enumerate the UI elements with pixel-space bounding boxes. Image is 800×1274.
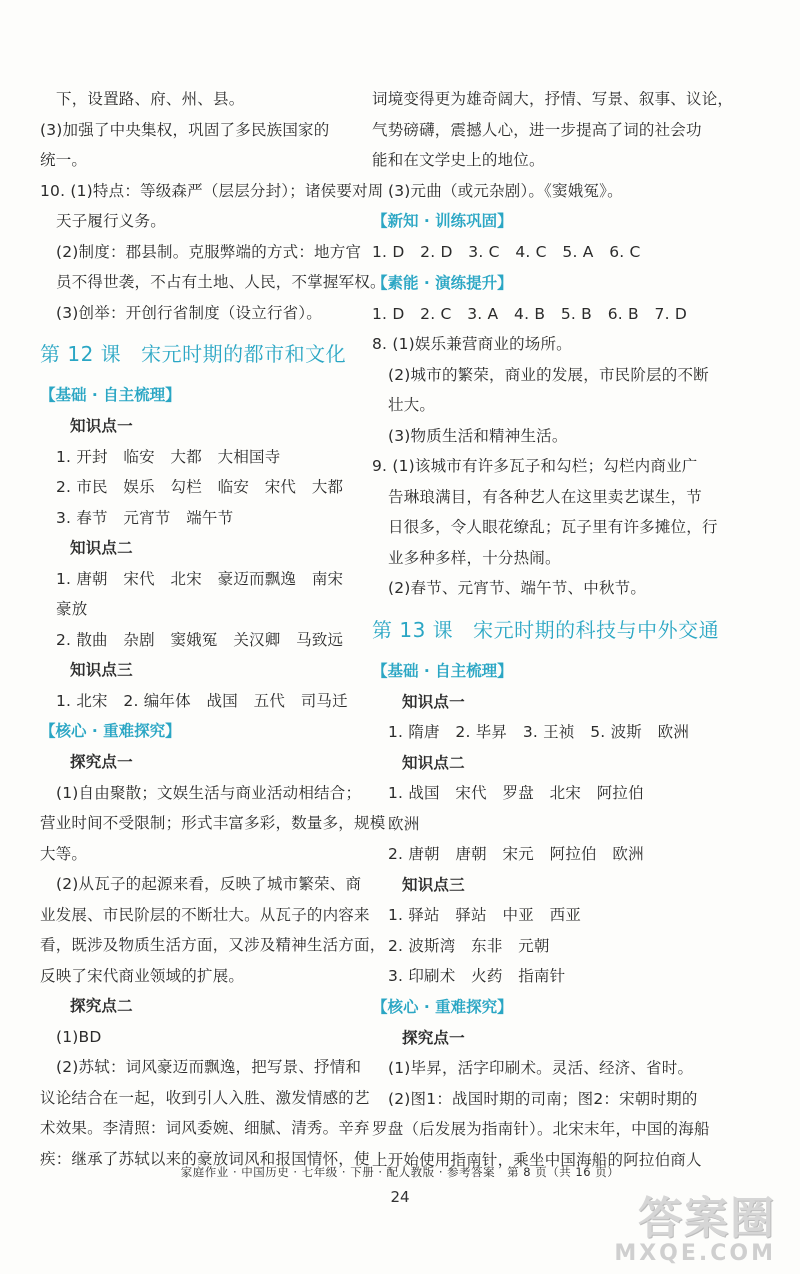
answer-line: 2. 市民 娱乐 勾栏 临安 宋代 大都 [56, 478, 344, 496]
answer-line: (2)图1：战国时期的司南；图2：宋朝时期的 [388, 1089, 698, 1108]
answer-line: 疾：继承了苏轼以来的豪放词风和报国情怀，使 [40, 1149, 370, 1168]
answer-line: 3. 春节 元宵节 端午节 [56, 508, 234, 527]
answer-line: 看，既涉及物质生活方面，又涉及精神生活方面， [40, 936, 386, 954]
lesson-number: 第 12 课 [40, 342, 122, 366]
answer-line: 天子履行义务。 [56, 212, 166, 230]
answer-line: (2)制度：郡县制。克服弊端的方式：地方官 [56, 242, 362, 261]
answer-line: 1. 隋唐 2. 毕昇 3. 王祯 5. 波斯 欧洲 [388, 723, 690, 741]
answer-line: 气势磅礴，震撼人心，进一步提高了词的社会功 [372, 120, 702, 139]
answer-line: 1. 开封 临安 大都 大相国寺 [56, 447, 281, 466]
answer-line: 2. 唐朝 唐朝 宋元 阿拉伯 欧洲 [388, 845, 644, 863]
knowledge-point-heading: 知识点二 [402, 753, 465, 772]
section-tag: 【基础 · 自主梳理】 [40, 386, 181, 404]
answer-line: 欧洲 [388, 814, 420, 833]
lesson-number: 第 13 课 [372, 617, 454, 642]
page-footer: 家庭作业 · 中国历史 · 七年级 · 下册 · 配人教版 · 参考答案 第 8 页（共 16 页） [180, 1165, 620, 1179]
answer-line: 员不得世袭，不占有土地、人民，不掌握军权。 [56, 273, 386, 291]
lesson-title: 宋元时期的科技与中外交通 [473, 617, 720, 642]
answer-line: (3)物质生活和精神生活。 [388, 426, 568, 445]
section-tag: 【核心 · 重难探究】 [372, 997, 513, 1016]
answer-line: 10. (1)特点：等级森严（层层分封）；诸侯要对周 [40, 181, 384, 200]
answer-line: 日很多，令人眼花缭乱；瓦子里有许多摊位，行 [388, 518, 718, 536]
right-column [372, 84, 734, 1175]
knowledge-point-heading: 知识点一 [70, 417, 133, 435]
answer-line: 2. 波斯湾 东非 元朝 [388, 936, 550, 955]
answer-line: (3)加强了中央集权，巩固了多民族国家的 [40, 120, 330, 139]
answer-line: 1. 战国 宋代 罗盘 北宋 阿拉伯 [388, 784, 644, 802]
answer-line: 豪放 [56, 600, 88, 618]
section-tag: 【基础 · 自主梳理】 [372, 661, 513, 680]
watermark-logo: 答案圈 [638, 1193, 776, 1244]
knowledge-point-heading: 探究点一 [70, 753, 133, 771]
knowledge-point-heading: 知识点三 [70, 661, 133, 679]
section-tag: 【新知 · 训练巩固】 [372, 212, 513, 230]
answer-line: 壮大。 [388, 396, 436, 414]
answer-line: 上开始使用指南针，乘坐中国海船的阿拉伯商人 [372, 1150, 702, 1169]
answer-line: 2. 散曲 杂剧 窦娥冤 关汉卿 马致远 [56, 630, 344, 649]
answer-line: (1)自由聚散；文娱生活与商业活动相结合； [56, 783, 362, 802]
answer-line: 1. 驿站 驿站 中亚 西亚 [388, 906, 582, 924]
answer-line: 1. 唐朝 宋代 北宋 豪迈而飘逸 南宋 [56, 569, 344, 588]
answer-line: (1)毕昇，活字印刷术。灵活、经济、省时。 [388, 1059, 694, 1077]
answer-line: 词境变得更为雄奇阔大，抒情、写景、叙事、议论， [372, 90, 734, 108]
answer-line: (2)春节、元宵节、端午节、中秋节。 [388, 579, 647, 597]
lesson-heading [372, 604, 720, 656]
answer-line: (3)元曲（或元杂剧）。《窦娥冤》。 [388, 181, 623, 200]
lesson-heading [40, 328, 360, 380]
knowledge-point-heading: 知识点二 [70, 539, 133, 557]
answer-line: 罗盘（后发展为指南针）。北宋末年，中国的海船 [372, 1120, 710, 1138]
answer-line: 术效果。李清照：词风委婉、细腻、清秀。辛弃 [40, 1119, 370, 1137]
knowledge-point-heading: 知识点三 [402, 875, 465, 894]
lesson-title: 宋元时期的都市和文化 [141, 342, 347, 366]
knowledge-point-heading: 知识点一 [402, 692, 465, 711]
left-column [40, 84, 386, 1174]
answer-line: 议论结合在一起，收到引人入胜、激发情感的艺 [40, 1088, 370, 1107]
answer-line: 1. D 2. D 3. C 4. C 5. A 6. C [372, 243, 641, 261]
answer-line: 1. D 2. C 3. A 4. B 5. B 6. B 7. D [372, 304, 688, 323]
knowledge-point-heading: 探究点一 [402, 1028, 465, 1047]
answer-line: 8. (1)娱乐兼营商业的场所。 [372, 335, 572, 353]
answer-line: 营业时间不受限制；形式丰富多彩，数量多，规模 [40, 814, 386, 832]
answer-line: 1. 北宋 2. 编年体 战国 五代 司马迁 [56, 691, 348, 710]
answer-line: (1)BD [56, 1027, 102, 1046]
answer-line: 3. 印刷术 火药 指南针 [388, 967, 566, 985]
section-tag: 【素能 · 演练提升】 [372, 273, 513, 292]
answer-line: 业发展、市民阶层的不断壮大。从瓦子的内容来 [40, 905, 370, 924]
answer-line: (2)城市的繁荣，商业的发展，市民阶层的不断 [388, 365, 709, 384]
answer-line: 大等。 [40, 844, 88, 863]
section-tag: 【核心 · 重难探究】 [40, 722, 181, 740]
answer-line: 告琳琅满目，有各种艺人在这里卖艺谋生，节 [388, 487, 703, 506]
answer-line: (2)从瓦子的起源来看，反映了城市繁荣、商 [56, 875, 362, 893]
answer-line: 业多种多样，十分热闹。 [388, 548, 561, 567]
answer-line: (3)创举：开创行省制度（设立行省）。 [56, 303, 323, 322]
answer-line: 9. (1)该城市有许多瓦子和勾栏；勾栏内商业广 [372, 457, 698, 475]
answer-line: 下，设置路、府、州、县。 [56, 90, 245, 108]
page-number: 24 [390, 1188, 410, 1206]
answer-line: (2)苏轼：词风豪迈而飘逸，把写景、抒情和 [56, 1058, 362, 1076]
answer-line: 能和在文学史上的地位。 [372, 151, 545, 169]
answer-line: 反映了宋代商业领域的扩展。 [40, 966, 245, 985]
watermark [566, 1193, 776, 1268]
knowledge-point-heading: 探究点二 [70, 997, 133, 1015]
answer-line: 统一。 [40, 151, 88, 169]
watermark-site: MXQE.COM [614, 1241, 776, 1266]
